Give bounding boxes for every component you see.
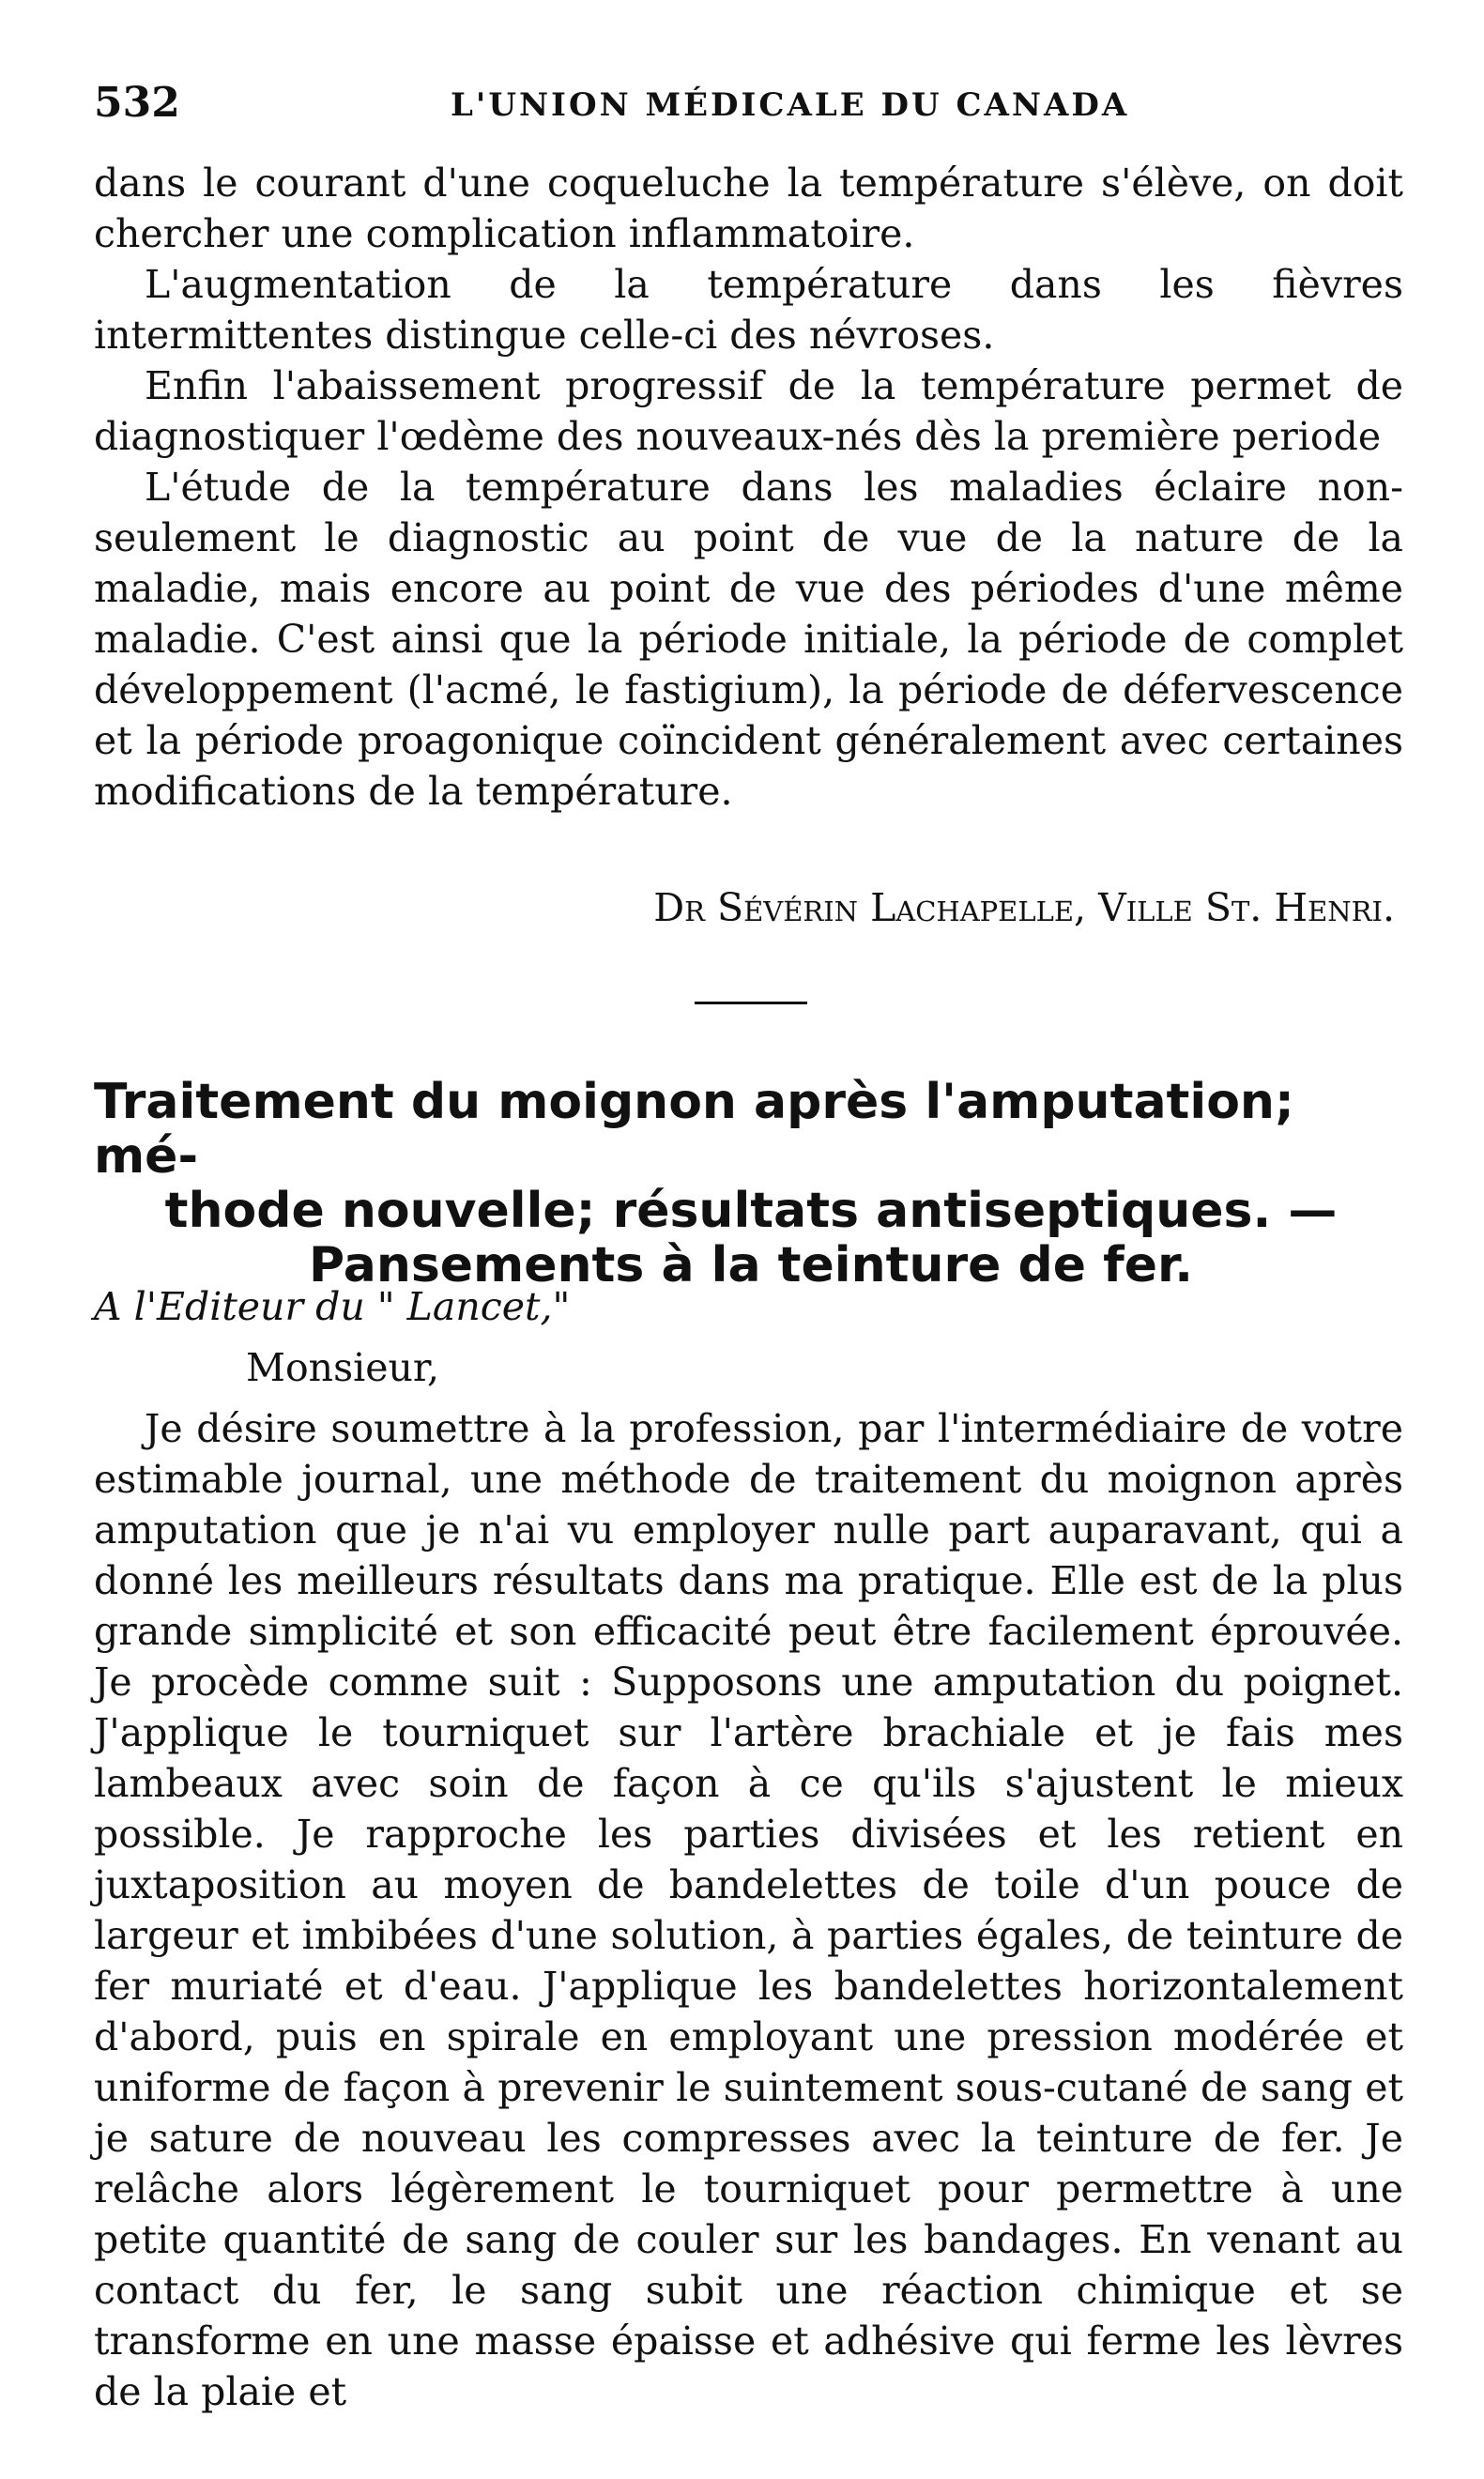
author-signature: Dr Sévérin Lachapelle, Ville St. Henri.: [653, 885, 1395, 930]
paragraph: Enfin l'abaissement progressif de la température permet de diagnostiquer l'œdème des nouveaux-nés dès la première periode: [94, 363, 1403, 459]
paragraph: L'augmentation de la température dans les fièvres intermittentes distingue celle-ci des névroses.: [94, 262, 1403, 358]
paragraph: Je désire soumettre à la profession, par l'intermédiaire de votre estimable journal, une méthode de traitement du moignon après amputation que je n'ai vu employer nulle part auparavant, qui a donné les meilleurs résultats dans ma pratique. Elle est de la plus grande simplicité et son efficacité peut être facilement éprouvée. Je procède comme suit : Supposons une amputation du poignet. J'applique le tourniquet sur l'artère brachiale et je fais mes lambeaux avec soin de façon à ce qu'ils s'ajustent le mieux possible. Je rapproche les parties divisées et les retient en juxtaposition au moyen de bandelettes de toile d'un pouce de largeur et imbibées d'une solution, à parties égales, de teinture de fer muriaté et d'eau. J'applique les bandelettes horizontalement d'abord, puis en spirale en employant une pression modérée et uniforme de façon à prevenir le suintement sous-cutané de sang et je sature de nouveau les compresses avec la teinture de fer. Je relâche alors légèrement le tourniquet pour permettre à une petite quantité de sang de couler sur les bandages. En venant au contact du fer, le sang subit une réaction chimique et se transforme en une masse épaisse et adhésive qui ferme les lèvres de la plaie et: [94, 1406, 1403, 2414]
previous-article-text: [94, 158, 1403, 817]
article-title-line: Traitement du moignon après l'amputation; mé-: [94, 1074, 1294, 1185]
article-title-line: thode nouvelle; résultats antiseptiques. —: [164, 1183, 1338, 1239]
section-divider: [695, 1002, 807, 1004]
paragraph: L'étude de la température dans les maladies éclaire non-seulement le diagnostic au point de vue de la nature de la maladie, mais encore au point de vue des périodes d'une même maladie. C'est ainsi que la période initiale, la période de complet développement (l'acmé, le fastigium), la période de défervescence et la période proagonique coïncident généralement avec certaines modifications de la température.: [94, 465, 1403, 814]
article-body: [94, 1403, 1403, 2417]
letter-address: A l'Editeur du " Lancet,": [94, 1284, 571, 1329]
letter-salutation: Monsieur,: [246, 1345, 440, 1390]
paragraph: dans le courant d'une coqueluche la température s'élève, on doit chercher une complication inflammatoire.: [94, 161, 1403, 256]
running-head: L'UNION MÉDICALE DU CANADA: [451, 86, 1130, 124]
article-title-line: Pansements à la teinture de fer.: [309, 1237, 1193, 1293]
page-number: 532: [94, 79, 180, 127]
page-header: [94, 79, 1408, 135]
article-title: [94, 1075, 1408, 1293]
